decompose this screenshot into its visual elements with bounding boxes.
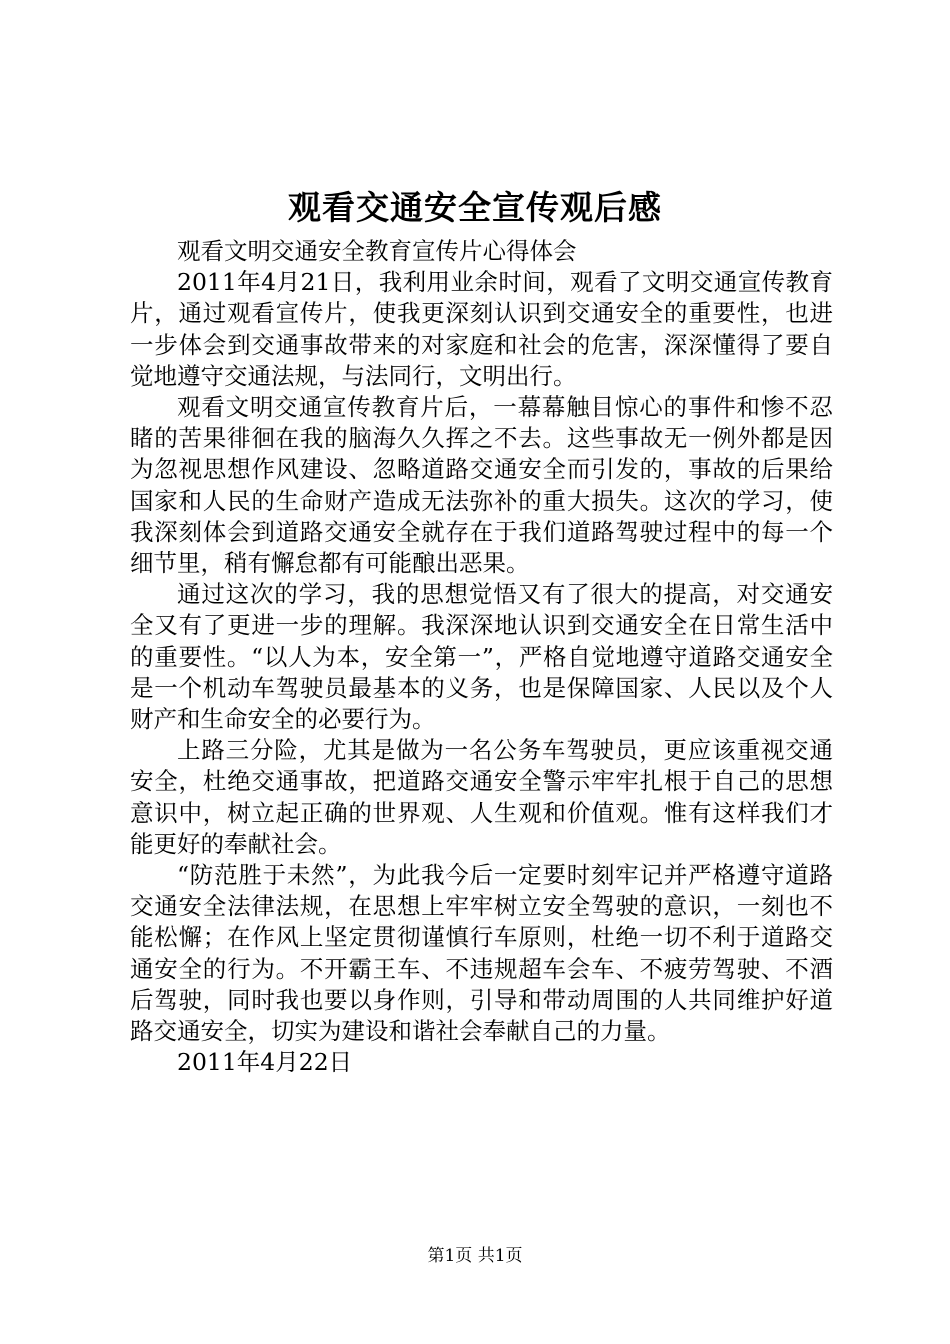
body-paragraph: 上路三分险，尤其是做为一名公务车驾驶员，更应该重视交通安全，杜绝交通事故，把道路交通安全警示牢牢扎根于自己的思想意识中，树立起正确的世界观、人生观和价值观。惟有这样我们才能更好的奉献社会。 — [130, 736, 833, 858]
body-paragraph: 2011年4月21日，我利用业余时间，观看了文明交通宣传教育片，通过观看宣传片，使我更深刻认识到交通安全的重要性，也进一步体会到交通事故带来的对家庭和社会的危害，深深懂得了要自觉地遵守交通法规，与法同行，文明出行。 — [130, 268, 833, 390]
document-body — [130, 236, 833, 1078]
body-paragraph: 通过这次的学习，我的思想觉悟又有了很大的提高，对交通安全又有了更进一步的理解。我深深地认识到交通安全在日常生活中的重要性。“以人为本，安全第一”，严格自觉地遵守道路交通安全是一个机动车驾驶员最基本的义务，也是保障国家、人民以及个人财产和生命安全的必要行为。 — [130, 580, 833, 734]
page-footer: 第1页 共1页 — [427, 1246, 523, 1266]
body-paragraph: 观看文明交通宣传教育片后，一幕幕触目惊心的事件和惨不忍睹的苦果徘徊在我的脑海久久挥之不去。这些事故无一例外都是因为忽视思想作风建设、忽略道路交通安全而引发的，事故的后果给国家和人民的生命财产造成无法弥补的重大损失。这次的学习，使我深刻体会到道路交通安全就存在于我们道路驾驶过程中的每一个细节里，稍有懈怠都有可能酿出恶果。 — [130, 393, 833, 578]
subtitle-paragraph: 观看文明交通安全教育宣传片心得体会 — [177, 237, 577, 265]
body-paragraph: “防范胜于未然”，为此我今后一定要时刻牢记并严格遵守道路交通安全法律法规，在思想上牢牢树立安全驾驶的意识，一刻也不能松懈；在作风上坚定贯彻谨慎行车原则，杜绝一切不利于道路交通安全的行为。不开霸王车、不违规超车会车、不疲劳驾驶、不酒后驾驶，同时我也要以身作则，引导和带动周围的人共同维护好道路交通安全，切实为建设和谐社会奉献自己的力量。 — [130, 861, 833, 1046]
document-title: 观看交通安全宣传观后感 — [288, 188, 662, 227]
date-line: 2011年4月22日 — [177, 1048, 353, 1077]
